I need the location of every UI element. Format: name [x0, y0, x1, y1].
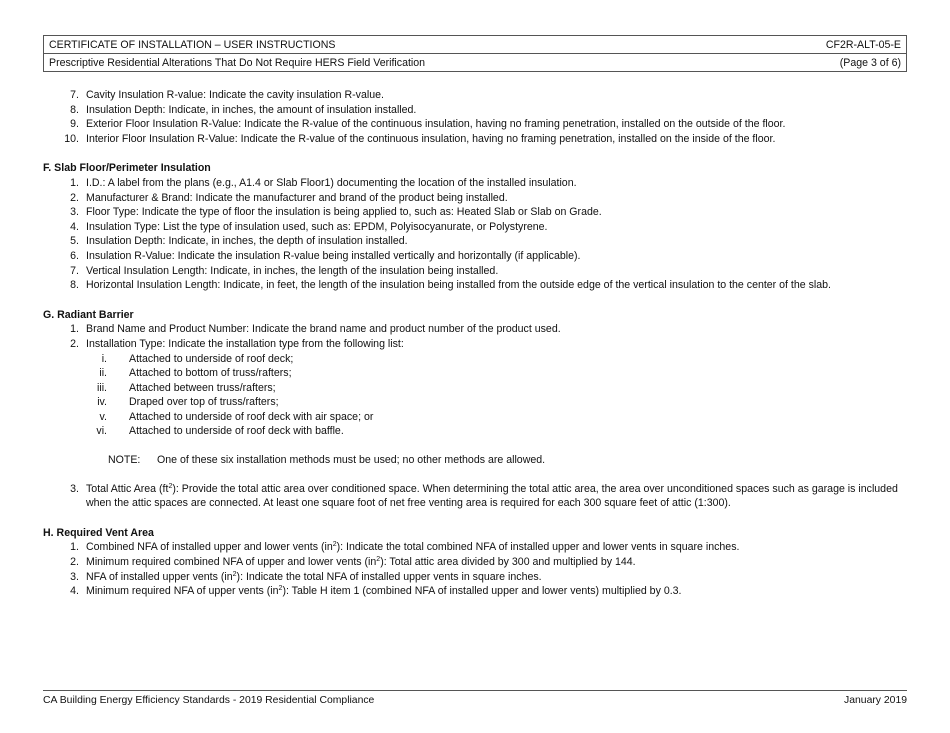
list-item: 7. Cavity Insulation R-value: Indicate the cavity insulation R-value.: [70, 89, 384, 101]
sub-list-item: ii. Attached to bottom of truss/rafters;: [99, 367, 292, 380]
list-item: 6. Insulation R-Value: Indicate the insulation R-value being installed vertically and horizontally (if applicable).: [70, 249, 581, 262]
list-item: 8. Insulation Depth: Indicate, in inches, the amount of insulation installed.: [70, 103, 417, 116]
list-item: 2. Minimum required combined NFA of upper and lower vents $(in^2)$: Total attic area divided by 300 and multiplied by 144.: [70, 556, 636, 569]
sub-list-item: i. Attached to underside of roof deck;: [101, 352, 294, 365]
continued-list: [43, 88, 913, 146]
list-item: 9. Exterior Floor Insulation R-Value: Indicate the R-value of the continuous insulation, having no framing penetration, installed on the outside of the floor.: [70, 118, 786, 131]
list-item: 3. Floor Type: Indicate the type of floor the insulation is being applied to, such as: Heated Slab or Slab on Grade.: [70, 206, 602, 219]
list-item: 4. Insulation Type: List the type of insulation used, such as: EPDM, Polyisocyanurate, or Polystyrene.: [70, 220, 548, 233]
list-item: 1. Combined NFA of installed upper and lower vents $(in^2)$: Indicate the total combined NFA of installed upper and lower vents in square inches.: [70, 541, 740, 554]
sub-list-item: v. Attached to underside of roof deck with air space; or: [99, 410, 374, 423]
sub-list-item: iii. Attached between truss/rafters;: [96, 381, 276, 394]
section-title: G. Radiant Barrier: [43, 308, 134, 321]
list-item: 4. Minimum required NFA of upper vents $(in^2)$: Table H item 1 (combined NFA of installed upper and lower vents) multiplied by 0.3.: [70, 585, 682, 598]
installation-type-list: [43, 352, 913, 440]
form-id: CF2R-ALT-05-E: [750, 36, 907, 54]
form-title: CERTIFICATE OF INSTALLATION – USER INSTRUCTIONS: [44, 36, 750, 54]
section-g: [43, 308, 913, 511]
footer-divider: [43, 690, 907, 691]
footer-standards: CA Building Energy Efficiency Standards - 2019 Residential Compliance: [43, 695, 375, 706]
sub-list-item: iv. Draped over top of truss/rafters;: [97, 396, 279, 409]
list-item: 8. Horizontal Insulation Length: Indicate, in feet, the length of the insulation being installed from the outside edge of the vertical insulation to the center of the slab.: [70, 279, 831, 292]
list-item: 1. I.D.: A label from the plans (e.g., A1.4 or Slab Floor1) documenting the location of the installed insulation.: [70, 176, 577, 189]
form-header: [43, 35, 907, 72]
list-item: 2. Manufacturer & Brand: Indicate the manufacturer and brand of the product being installed.: [70, 191, 508, 204]
note: [43, 453, 913, 468]
list-item: 5. Insulation Depth: Indicate, in inches, the depth of insulation installed.: [70, 235, 408, 248]
list-item: 3. NFA of installed upper vents $(in^2)$: Indicate the total NFA of installed upper vents in square inches.: [70, 570, 542, 583]
footer-date: January 2019: [844, 695, 907, 706]
list-item: 7. Vertical Insulation Length: Indicate, in inches, the length of the insulation being installed.: [70, 264, 499, 277]
list-item: 3. Total Attic Area $(ft^2)$: Provide the total attic area over conditioned space. When determining the total attic area, the area over unconditioned spaces such as garage is included when the attic spaces are connected. At least one square foot of net free venting area is required for each 300 square feet of attic (1:300).: [70, 482, 898, 510]
note-text: One of these six installation methods must be used; no other methods are allowed.: [157, 454, 546, 467]
sub-list-item: vi. Attached to underside of roof deck with baffle.: [96, 425, 344, 438]
list-item: 10. Interior Floor Insulation R-Value: Indicate the R-value of the continuous insulation, having no framing penetration, installed on the inside of the floor.: [64, 132, 776, 145]
section-title: H. Required Vent Area: [43, 526, 154, 539]
section-h: [43, 526, 913, 599]
section-title: F. Slab Floor/Perimeter Insulation: [43, 162, 211, 175]
note-label: NOTE:: [108, 454, 141, 467]
list-item: 2. Installation Type: Indicate the installation type from the following list:: [70, 337, 404, 350]
page-number: (Page 3 of 6): [750, 54, 907, 72]
section-f: [43, 161, 913, 292]
instructions-body: [43, 88, 913, 599]
list-item: 1. Brand Name and Product Number: Indicate the brand name and product number of the product used.: [70, 323, 561, 336]
form-subtitle: Prescriptive Residential Alterations That Do Not Require HERS Field Verification: [44, 54, 750, 72]
